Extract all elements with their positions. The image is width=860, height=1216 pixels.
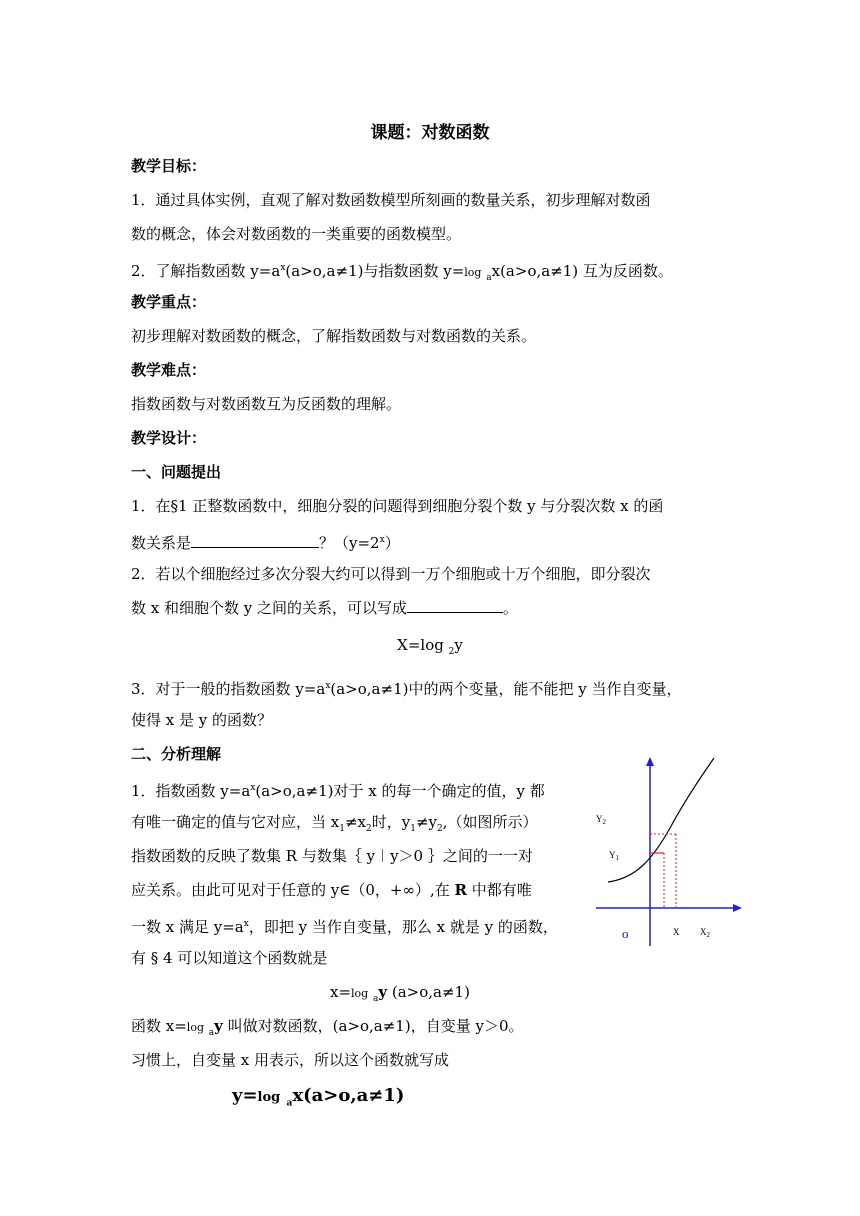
origin-label: o xyxy=(622,926,629,941)
key-heading: 教学重点： xyxy=(131,293,207,311)
analysis-line2: 有唯一确定的值与它对应，当 $x_1\ne x_2$时，$y_1\ne y_2$,（如图所示） xyxy=(131,813,538,834)
x-axis-arrow-icon xyxy=(733,904,742,912)
goals-item1-line1: 1．通过具体实例，直观了解对数函数模型所刻画的数量关系，初步理解对数函 xyxy=(131,191,651,209)
goals-item2: 2．了解指数函数 $y=a^x(a>o,a\ne 1)$与指数函数 y=log $_a$x(a>o,a≠1) 互为反函数。 xyxy=(131,262,673,283)
goals-heading: 教学目标： xyxy=(131,157,207,175)
difficulty-heading: 教学难点： xyxy=(131,361,207,379)
goals-item1-line2: 数的概念，体会对数函数的一类重要的函数模型。 xyxy=(131,225,462,243)
section2-heading: 二、分析理解 xyxy=(131,745,222,763)
formula-2: y=log $_a$x(a>o,a≠1) xyxy=(232,1085,405,1109)
difficulty-text: 指数函数与对数函数互为反函数的理解。 xyxy=(131,395,402,413)
answer-blank-1 xyxy=(191,533,319,548)
x-label: X xyxy=(673,927,680,937)
x2-label: $X_2$ xyxy=(700,927,710,939)
answer-formula: X=log $_2$y xyxy=(397,636,463,657)
analysis-line5: 一数 x 满足 $y=a^x$，即把 y 当作自变量，那么 x 就是 y 的函数， xyxy=(131,918,558,936)
analysis-line6: 有 § 4 可以知道这个函数就是 xyxy=(131,949,328,967)
analysis-line4: 应关系。由此可见对于任意的 y∈（0，+∞）,在 R 中都有唯 xyxy=(131,881,532,899)
exponential-curve xyxy=(608,758,714,882)
q3-line1: 3．对于一般的指数函数 $y=a^x(a>o,a\ne 1)$中的两个变量，能不能把 y 当作自变量， xyxy=(131,680,682,698)
y-axis-arrow-icon xyxy=(646,757,654,766)
analysis-line1: 1．指数函数 $y=a^x(a>o,a\ne 1)$对于 x 的每一个确定的值，y 都 xyxy=(131,782,545,800)
y2-label: $Y_2$ xyxy=(596,814,606,826)
exponential-function-graph xyxy=(596,756,746,952)
design-heading: 教学设计： xyxy=(131,429,207,447)
analysis-line7: 函数 x=log $_a$y 叫做对数函数，(a>o,a≠1)，自变量 y＞0。 xyxy=(131,1017,524,1038)
q2-line2: 数 x 和细胞个数 y 之间的关系，可以写成 。 xyxy=(131,599,519,617)
formula-1: x=log $_a$y (a>o,a≠1) xyxy=(330,983,470,1004)
q3-line2: 使得 x 是 y 的函数？ xyxy=(131,711,273,729)
page-title: 课题：对数函数 xyxy=(370,123,490,143)
answer-blank-2 xyxy=(407,598,503,613)
analysis-line3: 指数函数的反映了数集 R 与数集｛ y︱y＞0 ｝之间的一一对 xyxy=(131,847,533,865)
q1-line1: 1．在§1 正整数函数中，细胞分裂的问题得到细胞分裂个数 y 与分裂次数 x 的函 xyxy=(131,497,664,515)
y1-label: $Y_1$ xyxy=(609,850,619,862)
key-text: 初步理解对数函数的概念，了解指数函数与对数函数的关系。 xyxy=(131,327,537,345)
q2-line1: 2．若以个细胞经过多次分裂大约可以得到一万个细胞或十万个细胞，即分裂次 xyxy=(131,565,651,583)
section1-heading: 一、问题提出 xyxy=(131,463,222,481)
analysis-line8: 习惯上，自变量 x 用表示，所以这个函数就写成 xyxy=(131,1051,449,1069)
q1-line2: 数关系是 ？$(y=2^x)$ xyxy=(131,534,400,552)
